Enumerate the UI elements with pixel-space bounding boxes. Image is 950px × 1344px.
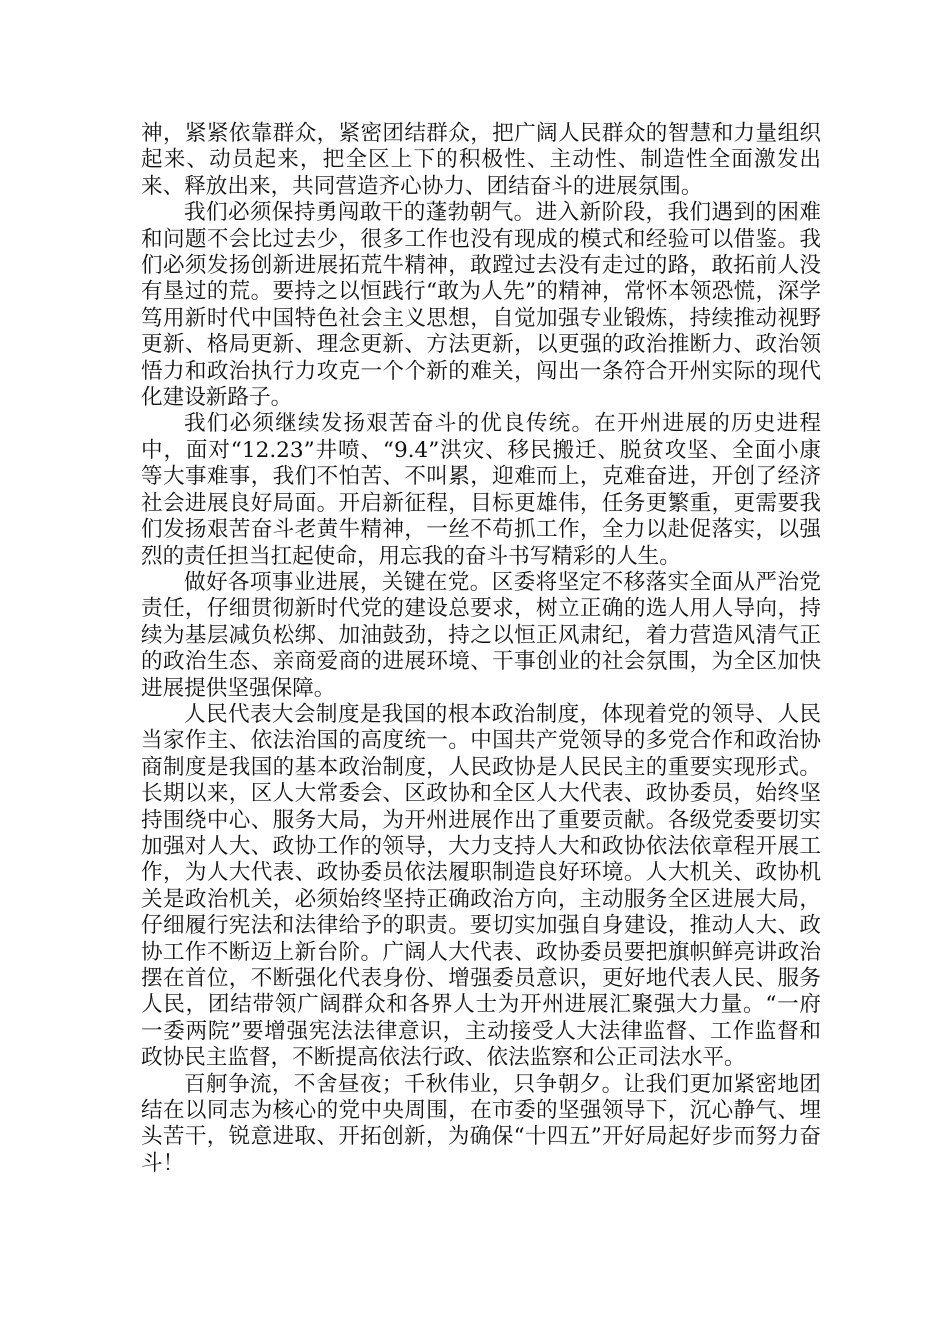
document-page	[141, 121, 821, 1177]
paragraph-5: 人民代表大会制度是我国的根本政治制度，体现着党的领导、人民当家作主、依法治国的高度统一。中国共产党领导的多党合作和政治协商制度是我国的基本政治制度，人民政协是人民民主的重要实现形式。长期以来，区人大常委会、区政协和全区人大代表、政协委员，始终坚持围绕中心、服务大局，为开州进展作出了重要贡献。各级党委要切实加强对人大、政协工作的领导，大力支持人大和政协依法依章程开展工作，为人大代表、政协委员依法履职制造良好环境。人大机关、政协机关是政治机关，必须始终坚持正确政治方向，主动服务全区进展大局，仔细履行宪法和法律给予的职责。要切实加强自身建设，推动人大、政协工作不断迈上新台阶。广阔人大代表、政协委员要把旗帜鲜亮讲政治摆在首位，不断强化代表身份、增强委员意识，更好地代表人民、服务人民，团结带领广阔群众和各界人士为开州进展汇聚强大力量。“一府一委两院”要增强宪法法律意识，主动接受人大法律监督、工作监督和政协民主监督，不断提高依法行政、依法监察和公正司法水平。	[141, 701, 821, 1071]
paragraph-1: 神，紧紧依靠群众，紧密团结群众，把广阔人民群众的智慧和力量组织起来、动员起来，把全区上下的积极性、主动性、制造性全面激发出来、释放出来，共同营造齐心协力、团结奋斗的进展氛围。	[141, 121, 821, 199]
paragraph-3: 我们必须继续发扬艰苦奋斗的优良传统。在开州进展的历史进程中，面对“12.23”井喷、“9.4”洪灾、移民搬迁、脱贫攻坚、全面小康等大事难事，我们不怕苦、不叫累，迎难而上，克难奋进，开创了经济社会进展良好局面。开启新征程，目标更雄伟，任务更繁重，更需要我们发扬艰苦奋斗老黄牛精神，一丝不苟抓工作，全力以赴促落实，以强烈的责任担当扛起使命，用忘我的奋斗书写精彩的人生。	[141, 411, 821, 569]
paragraph-6: 百舸争流，不舍昼夜；千秋伟业，只争朝夕。让我们更加紧密地团结在以同志为核心的党中央周围，在市委的坚强领导下，沉心静气、埋头苦干，锐意进取、开拓创新，为确保“十四五”开好局起好步而努力奋斗！	[141, 1071, 821, 1176]
paragraph-4: 做好各项事业进展，关键在党。区委将坚定不移落实全面从严治党责任，仔细贯彻新时代党的建设总要求，树立正确的选人用人导向，持续为基层减负松绑、加油鼓劲，持之以恒正风肃纪，着力营造风清气正的政治生态、亲商爱商的进展环境、干事创业的社会氛围，为全区加快进展提供坚强保障。	[141, 569, 821, 701]
paragraph-2: 我们必须保持勇闯敢干的蓬勃朝气。进入新阶段，我们遇到的困难和问题不会比过去少，很多工作也没有现成的模式和经验可以借鉴。我们必须发扬创新进展拓荒牛精神，敢蹚过去没有走过的路，敢拓前人没有垦过的荒。要持之以恒践行“敢为人先”的精神，常怀本领恐慌，深学笃用新时代中国特色社会主义思想，自觉加强专业锻炼，持续推动视野更新、格局更新、理念更新、方法更新，以更强的政治推断力、政治领悟力和政治执行力攻克一个个新的难关，闯出一条符合开州实际的现代化建设新路子。	[141, 200, 821, 411]
